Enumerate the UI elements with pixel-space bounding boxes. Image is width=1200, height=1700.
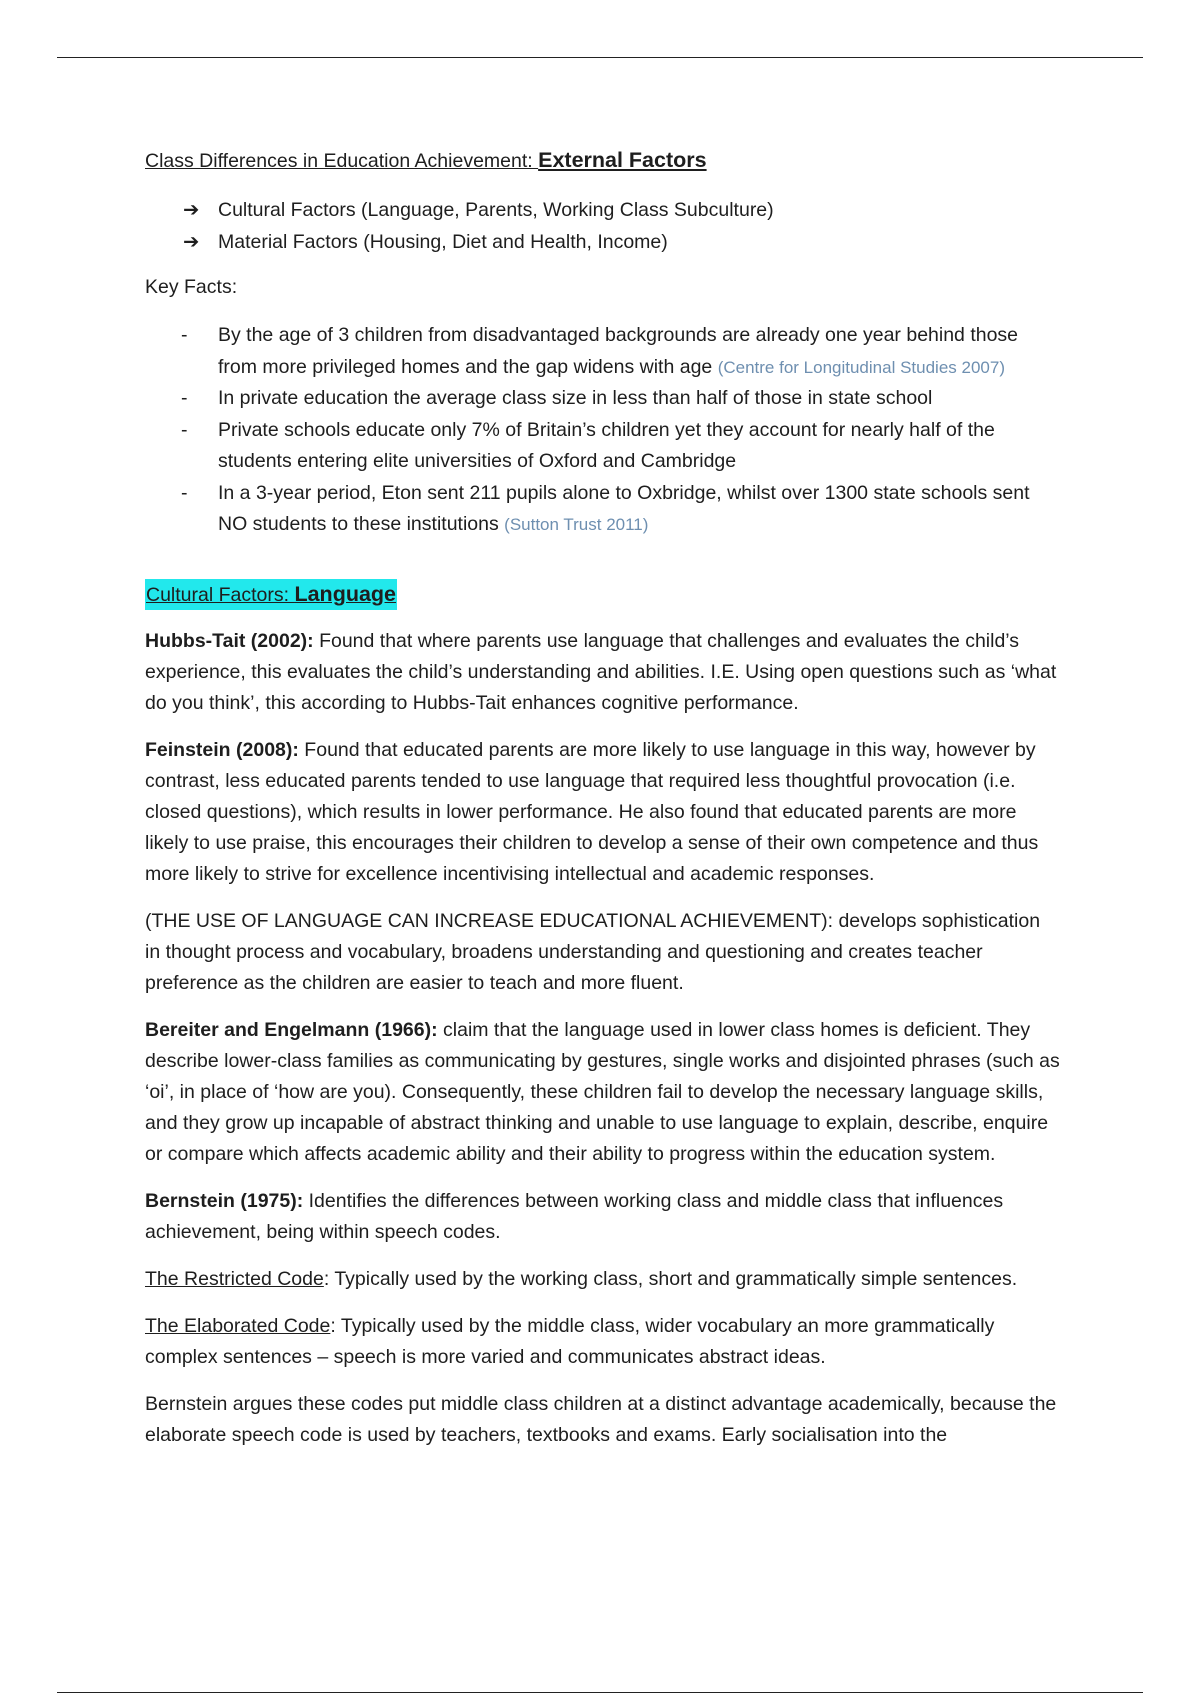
dash-icon: - — [181, 418, 188, 441]
paragraph-bereiter-engelmann — [145, 1015, 1060, 1170]
citation: (Centre for Longitudinal Studies 2007) — [717, 357, 1005, 377]
section-heading — [145, 579, 397, 610]
term: The Restricted Code — [145, 1267, 324, 1290]
page-title — [145, 145, 1060, 176]
author-name: Bereiter and Engelmann (1966): — [145, 1018, 438, 1041]
paragraph-text: Found that where parents use language that challenges and evaluates the child’s experience, this evaluates the child’s understanding and abilities. I.E. Using open questions such as ‘what do you think’, this according to Hubbs-Tait enhances cognitive performance. — [145, 629, 1057, 714]
paragraph-text: Found that educated parents are more likely to use language in this way, however by contrast, less educated parents tended to use language that required less thoughtful provocation (i.e. closed questions), which results in lower performance. He also found that educated parents are more likely to use praise, this encourages their children to develop a sense of their own competence and thus more likely to strive for excellence incentivising intellectual and academic responses. — [145, 738, 1039, 885]
list-item — [145, 320, 1060, 383]
paragraph-text: claim that the language used in lower class homes is deficient. They describe lower-class families as communicating by gestures, single works and disjointed phrases (such as ‘oi’, in place of ‘how are you). Consequently, these children fail to develop the necessary language skills, and they grow up incapable of abstract thinking and unable to use language to explain, describe, enquire or compare which affects academic ability and their ability to progress within the education system. — [145, 1018, 1060, 1165]
list-item — [183, 194, 1060, 226]
paragraph-elaborated-code — [145, 1311, 1060, 1373]
key-facts-list — [145, 320, 1060, 541]
dash-icon: - — [181, 481, 188, 504]
list-item-text: In a 3-year period, Eton sent 211 pupils alone to Oxbridge, whilst over 1300 state schools sent NO students to these institutions — [218, 481, 1030, 535]
paragraph-bernstein — [145, 1186, 1060, 1248]
key-facts-label: Key Facts: — [145, 276, 238, 298]
title-emphasis: External Factors — [538, 148, 707, 172]
dash-icon: - — [181, 387, 188, 409]
list-item-text: In private education the average class size in less than half of those in state school — [218, 387, 933, 409]
author-name: Bernstein (1975): — [145, 1189, 304, 1212]
list-item-text: By the age of 3 children from disadvantaged backgrounds are already one year behind those from more privileged homes and the gap widens with age — [218, 324, 1019, 378]
document-body — [145, 145, 1060, 1467]
term: The Elaborated Code — [145, 1314, 331, 1337]
paragraph-text: Identifies the differences between working class and middle class that influences achievement, being within speech codes. — [145, 1189, 1004, 1243]
paragraph-text: : Typically used by the working class, short and grammatically simple sentences. — [323, 1267, 1018, 1290]
arrow-right-icon: ➔ — [183, 199, 200, 221]
factor-list — [145, 194, 1060, 258]
paragraph-text: : Typically used by the middle class, wider vocabulary an more grammatically complex sentences – speech is more varied and communicates abstract ideas. — [145, 1314, 995, 1368]
list-item — [145, 478, 1060, 541]
paragraph-bernstein-argues: Bernstein argues these codes put middle class children at a distinct advantage academically, because the elaborate speech code is used by teachers, textbooks and exams. Early socialisation into the — [145, 1392, 1057, 1446]
citation: (Sutton Trust 2011) — [504, 515, 649, 534]
author-name: Hubbs-Tait (2002): — [145, 629, 314, 652]
section-prefix: Cultural Factors: — [146, 583, 295, 606]
list-item — [183, 226, 1060, 258]
paragraph-feinstein — [145, 735, 1060, 890]
section-emphasis: Language — [294, 581, 397, 606]
paragraph-hubbs-tait — [145, 626, 1060, 719]
arrow-right-icon: ➔ — [183, 231, 200, 253]
list-item-text: Cultural Factors (Language, Parents, Working Class Subculture) — [218, 199, 774, 221]
list-item — [145, 383, 1060, 415]
header-rule — [57, 57, 1143, 58]
footer-rule — [57, 1692, 1143, 1693]
paragraph-use-of-language: (THE USE OF LANGUAGE CAN INCREASE EDUCATIONAL ACHIEVEMENT): develops sophistication in thought process and vocabulary, broadens understanding and questioning and creates teacher preference as the children are easier to teach and more fluent. — [145, 909, 1041, 994]
list-item — [145, 415, 1060, 478]
dash-icon: - — [181, 324, 188, 346]
paragraph-restricted-code — [145, 1264, 1060, 1295]
list-item-text: Material Factors (Housing, Diet and Health, Income) — [218, 231, 668, 253]
author-name: Feinstein (2008): — [145, 738, 299, 761]
list-item-text: Private schools educate only 7% of Britain’s children yet they account for nearly half of the students entering elite universities of Oxford and Cambridge — [218, 418, 995, 472]
title-prefix: Class Differences in Education Achievement: — [145, 150, 539, 172]
